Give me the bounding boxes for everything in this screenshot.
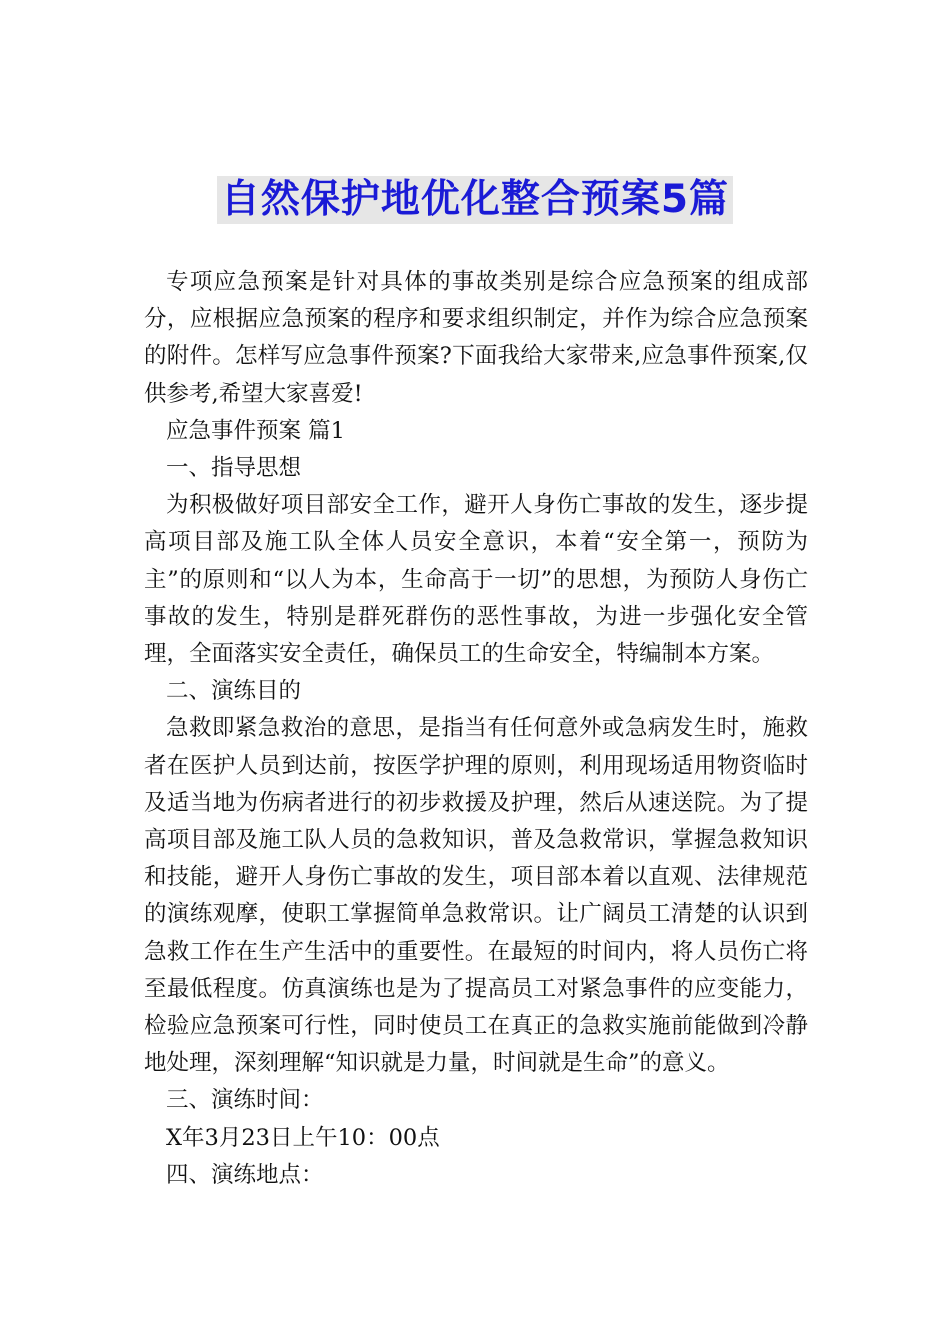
section-title-plan-1: 应急事件预案 篇1 — [166, 417, 345, 444]
title-container — [0, 176, 950, 224]
document-body — [144, 264, 808, 1194]
paragraph-guiding-ideology: 为积极做好项目部安全工作，避开人身伤亡事故的发生，逐步提高项目部及施工队全体人员安全意识，本着“安全第一，预防为主”的原则和“以人为本，生命高于一切”的思想，为预防人身伤亡事故的发生，特别是群死群伤的恶性事故，为进一步强化安全管理，全面落实安全责任，确保员工的生命安全，特编制本方案。 — [144, 492, 808, 668]
heading-drill-location: 四、演练地点： — [166, 1161, 324, 1188]
heading-drill-time: 三、演练时间： — [166, 1087, 324, 1114]
document-title: 自然保护地优化整合预案5篇 — [217, 176, 733, 224]
heading-guiding-ideology: 一、指导思想 — [166, 455, 302, 482]
heading-drill-purpose: 二、演练目的 — [166, 678, 302, 705]
drill-time-value: X年3月23日上午10：00点 — [166, 1124, 440, 1151]
intro-paragraph: 专项应急预案是针对具体的事故类别是综合应急预案的组成部分，应根据应急预案的程序和要求组织制定，并作为综合应急预案的附件。怎样写应急事件预案?下面我给大家带来,应急事件预案,仅供参考,希望大家喜爱! — [144, 269, 808, 407]
paragraph-drill-purpose: 急救即紧急救治的意思，是指当有任何意外或急病发生时，施救者在医护人员到达前，按医学护理的原则，利用现场适用物资临时及适当地为伤病者进行的初步救援及护理，然后从速送院。为了提高项目部及施工队人员的急救知识，普及急救常识，掌握急救知识和技能，避开人身伤亡事故的发生，项目部本着以直观、法律规范的演练观摩，使职工掌握简单急救常识。让广阔员工清楚的认识到急救工作在生产生活中的重要性。在最短的时间内，将人员伤亡将至最低程度。仿真演练也是为了提高员工对紧急事件的应变能力，检验应急预案可行性，同时使员工在真正的急救实施前能做到冷静地处理，深刻理解“知识就是力量，时间就是生命”的意义。 — [144, 715, 808, 1077]
